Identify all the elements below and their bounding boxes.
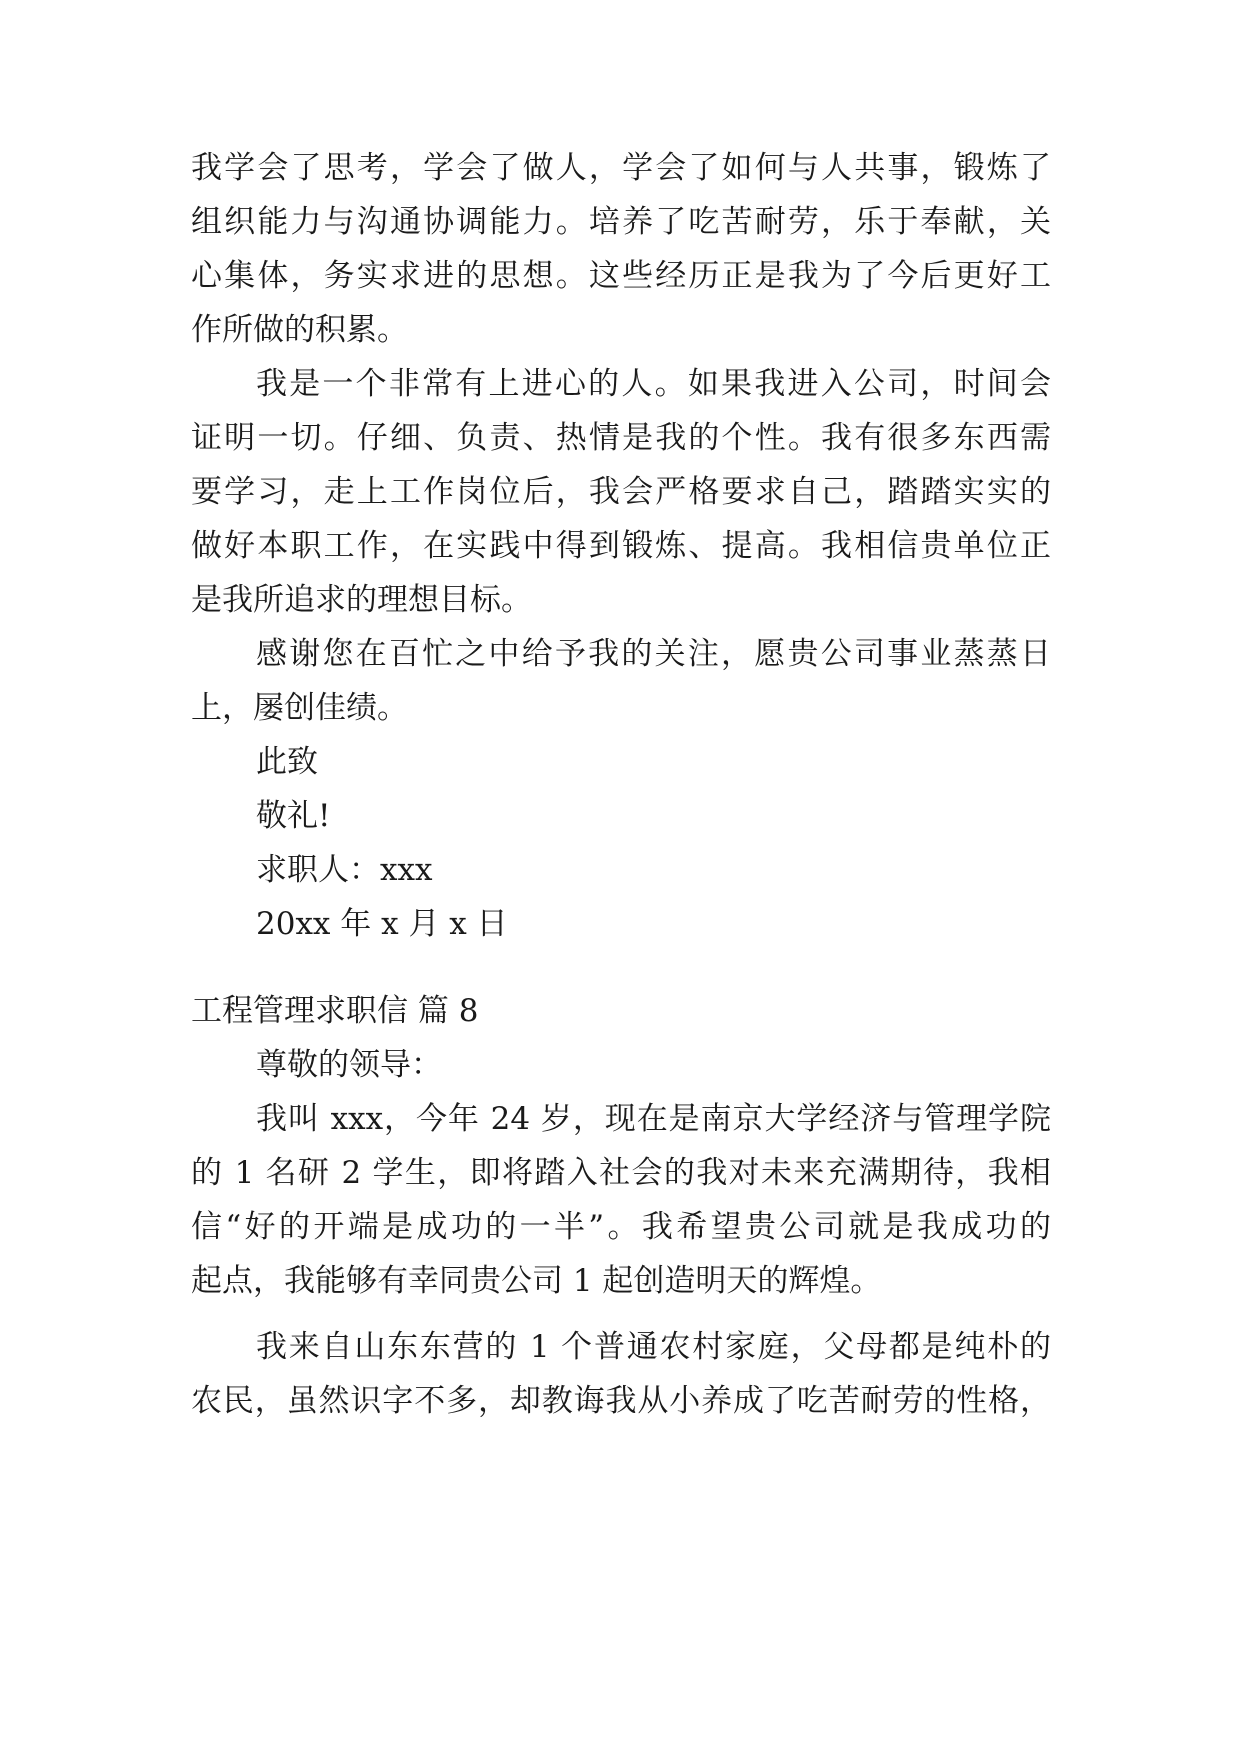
paragraph-line: 农民，虽然识字不多，却教诲我从小养成了吃苦耐劳的性格， (191, 1383, 1051, 1419)
date-line: 20xx 年 x 月 x 日 (256, 906, 508, 942)
section-title: 工程管理求职信 篇 8 (191, 993, 479, 1029)
paragraph-line: 组织能力与沟通协调能力。培养了吃苦耐劳，乐于奉献，关 (191, 204, 1051, 240)
paragraph-line: 是我所追求的理想目标。 (191, 582, 532, 618)
paragraph-line: 作所做的积累。 (191, 312, 408, 348)
paragraph-line: 做好本职工作，在实践中得到锻炼、提高。我相信贵单位正 (191, 528, 1051, 564)
paragraph-line: 证明一切。仔细、负责、热情是我的个性。我有很多东西需 (191, 420, 1051, 456)
closing-salutation: 此致 (256, 744, 318, 780)
paragraph-line: 我学会了思考，学会了做人，学会了如何与人共事，锻炼了 (191, 150, 1051, 186)
paragraph-line: 我叫 xxx，今年 24 岁，现在是南京大学经济与管理学院 (256, 1101, 1051, 1137)
paragraph-line: 我来自山东东营的 1 个普通农村家庭，父母都是纯朴的 (256, 1329, 1051, 1365)
paragraph-line: 的 1 名研 2 学生，即将踏入社会的我对未来充满期待，我相 (191, 1155, 1051, 1191)
paragraph-line: 起点，我能够有幸同贵公司 1 起创造明天的辉煌。 (191, 1263, 882, 1299)
paragraph-line: 感谢您在百忙之中给予我的关注，愿贵公司事业蒸蒸日 (256, 636, 1051, 672)
paragraph-line: 我是一个非常有上进心的人。如果我进入公司，时间会 (256, 366, 1051, 402)
paragraph-line: 心集体，务实求进的思想。这些经历正是我为了今后更好工 (191, 258, 1051, 294)
paragraph-line: 信“好的开端是成功的一半”。我希望贵公司就是我成功的 (191, 1209, 1051, 1245)
paragraph-line: 上，屡创佳绩。 (191, 690, 408, 726)
greeting-line: 尊敬的领导： (256, 1047, 442, 1083)
paragraph-line: 要学习，走上工作岗位后，我会严格要求自己，踏踏实实的 (191, 474, 1051, 510)
signer-line: 求职人：xxx (256, 852, 433, 888)
closing-regards: 敬礼! (256, 798, 331, 834)
